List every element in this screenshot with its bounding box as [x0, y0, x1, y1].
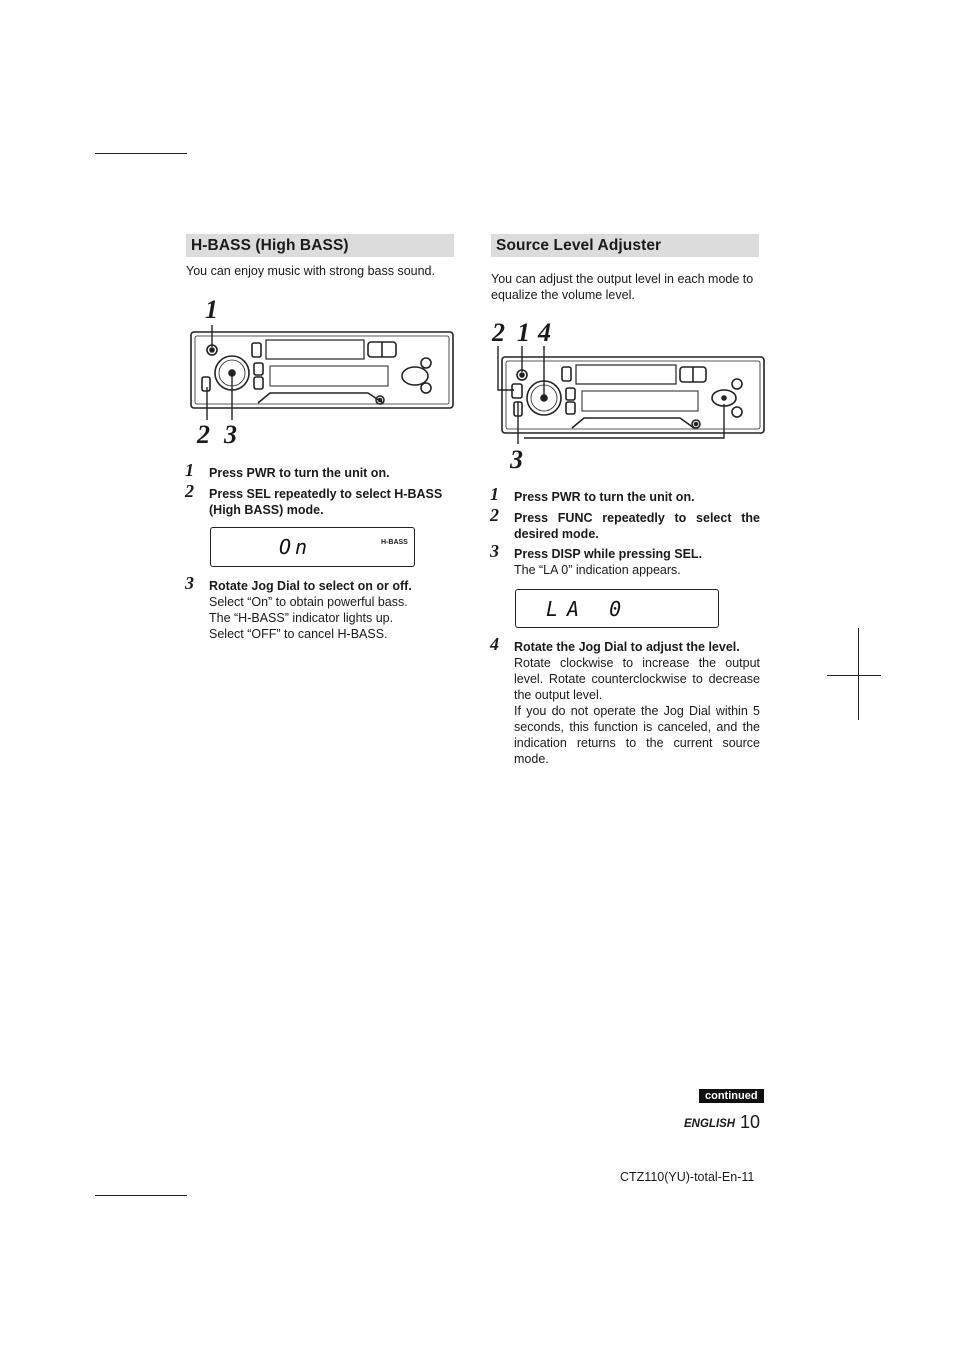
device-illustration-right	[494, 344, 766, 444]
section-intro-h-bass: You can enjoy music with strong bass sound.	[186, 264, 435, 278]
crop-mark-top	[95, 153, 187, 154]
step-title: Press FUNC repeatedly to select the desired mode.	[514, 511, 760, 541]
document-code: CTZ110(YU)-total-En-11	[620, 1170, 755, 1184]
step-4-source-level	[490, 634, 760, 767]
step-3-source-level	[490, 541, 760, 578]
callout-1: 1	[205, 295, 218, 324]
step-number: 1	[185, 460, 194, 480]
step-title: Press PWR to turn the unit on.	[514, 490, 695, 504]
section-heading-source-level: Source Level Adjuster	[491, 234, 759, 257]
step-body: The “LA 0” indication appears.	[514, 563, 681, 577]
step-2-h-bass	[185, 481, 455, 518]
step-1-h-bass	[185, 460, 455, 481]
section-heading-h-bass: H-BASS (High BASS)	[186, 234, 454, 257]
crop-mark-bottom	[95, 1195, 187, 1196]
registration-mark-vertical	[858, 628, 859, 720]
callout-1: 1	[517, 318, 530, 347]
step-number: 2	[185, 481, 194, 501]
callout-3: 3	[224, 420, 237, 449]
step-body: Select “On” to obtain powerful bass. The “H-BASS” indicator lights up. Select “OFF” to cancel H-BASS.	[209, 595, 408, 641]
lcd-text: On	[279, 535, 312, 559]
callout-4: 4	[538, 318, 551, 347]
device-illustration-left	[188, 325, 458, 425]
callout-3: 3	[510, 445, 523, 474]
callout-2: 2	[492, 318, 505, 347]
step-title: Press PWR to turn the unit on.	[209, 466, 390, 480]
step-body: Rotate clockwise to increase the output level. Rotate counterclockwise to decrease the output level. If you do not operate the Jog Dial within 5 seconds, this function is canceled, and the indication returns to the current source mode.	[514, 656, 760, 766]
step-title: Press SEL repeatedly to select H-BASS (High BASS) mode.	[209, 487, 443, 517]
step-number: 1	[490, 484, 499, 504]
lcd-indicator-h-bass: H-BASS	[381, 539, 408, 546]
continued-badge: continued	[699, 1089, 764, 1103]
step-title: Press DISP while pressing SEL.	[514, 547, 703, 561]
step-number: 4	[490, 634, 499, 654]
step-number: 3	[490, 541, 499, 561]
lcd-display-h-bass	[210, 527, 415, 567]
step-title: Rotate Jog Dial to select on or off.	[209, 579, 412, 593]
callout-2: 2	[197, 420, 210, 449]
page-number: 10	[740, 1112, 761, 1132]
registration-mark-horizontal	[827, 675, 881, 676]
step-2-source-level	[490, 505, 760, 542]
lcd-text: LA 0	[546, 597, 631, 621]
step-title: Rotate the Jog Dial to adjust the level.	[514, 640, 740, 654]
section-intro-source-level: You can adjust the output level in each mode to equalize the volume level.	[491, 272, 754, 302]
step-3-h-bass	[185, 573, 455, 642]
step-1-source-level	[490, 484, 760, 505]
step-number: 2	[490, 505, 499, 525]
lcd-display-source-level	[515, 589, 719, 628]
language-label: ENGLISH	[684, 1118, 736, 1130]
step-number: 3	[185, 573, 194, 593]
